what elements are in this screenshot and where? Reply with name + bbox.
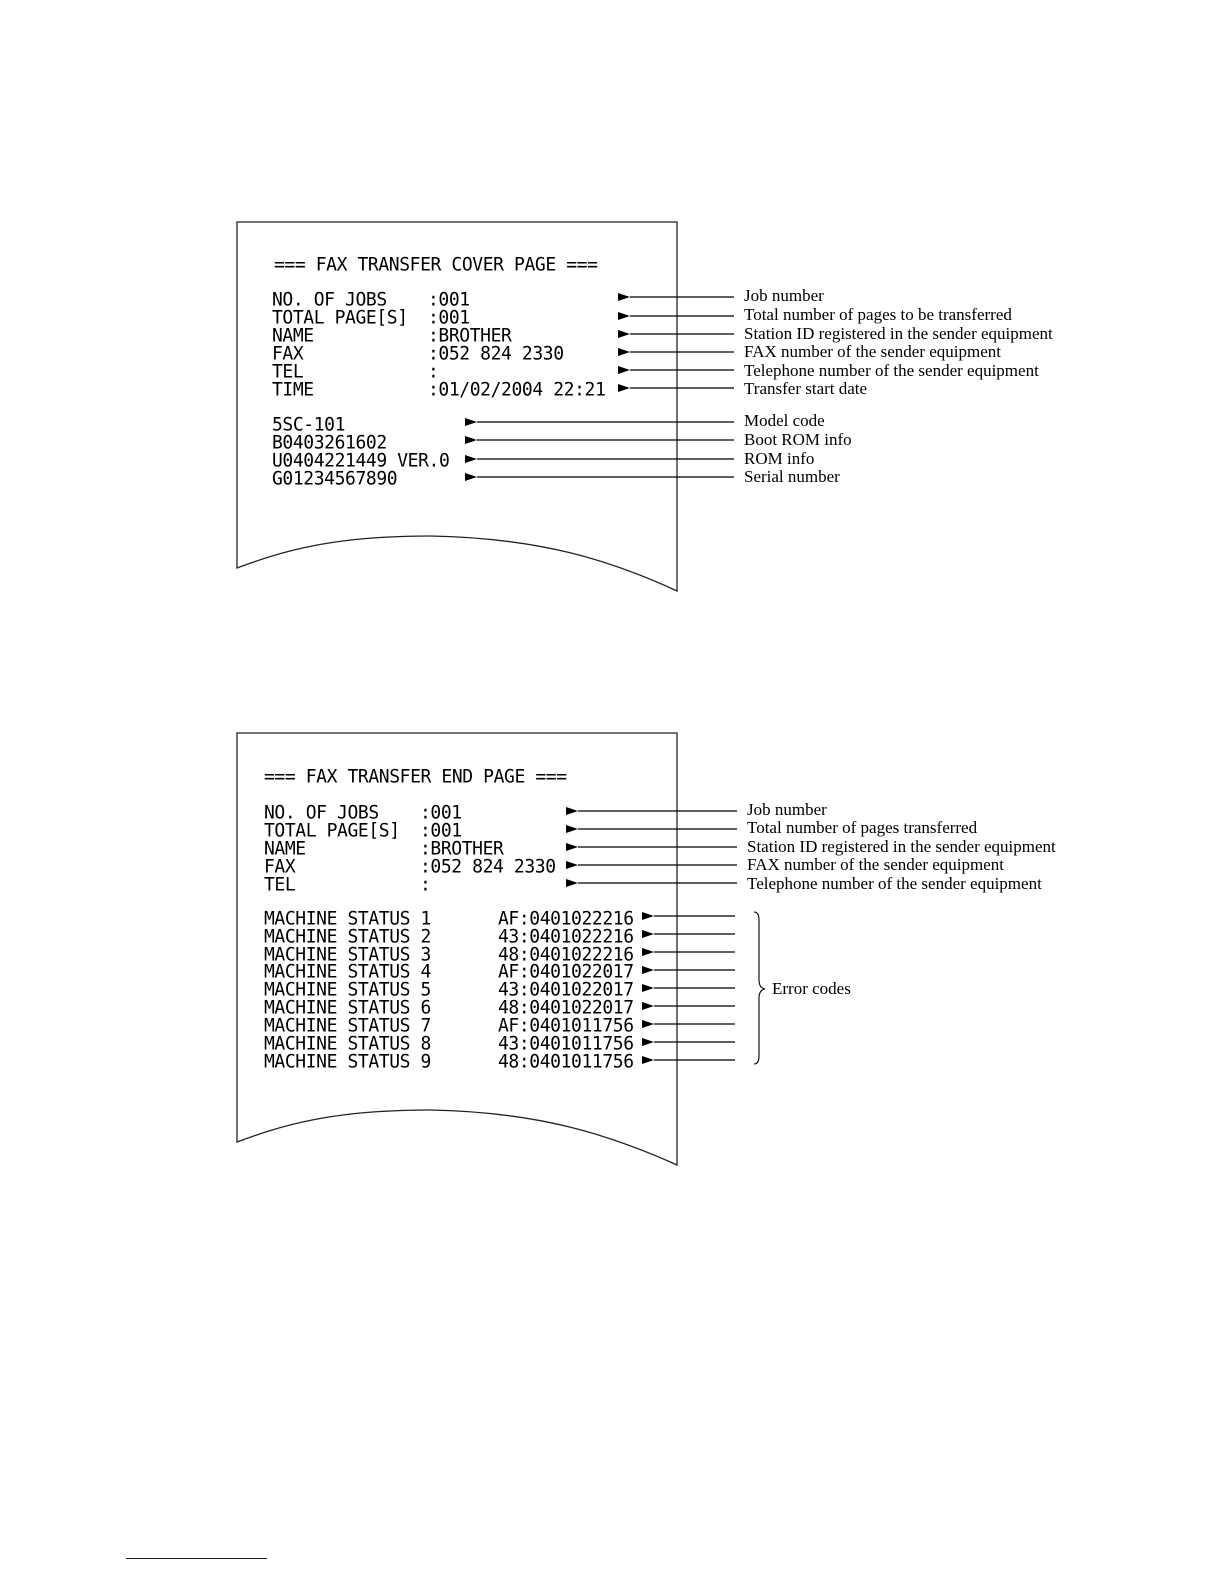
cover-boot-rom-info: B0403261602	[272, 431, 387, 454]
machine-status-code-6: 48:0401022017	[498, 996, 634, 1019]
machine-status-code-1: AF:0401022216	[498, 907, 634, 930]
cover-field-tel-key: TEL	[272, 360, 304, 383]
cover-annotation-rom: ROM info	[744, 449, 815, 468]
machine-status-code-8: 43:0401011756	[498, 1032, 634, 1055]
machine-status-label-6: MACHINE STATUS 6	[264, 996, 431, 1019]
cover-title: === FAX TRANSFER COVER PAGE ===	[274, 253, 598, 276]
end-field-tel-key: TEL	[264, 873, 296, 896]
machine-status-label-9: MACHINE STATUS 9	[264, 1050, 431, 1073]
machine-status-label-3: MACHINE STATUS 3	[264, 943, 431, 966]
cover-field-fax-key: FAX	[272, 342, 304, 365]
end-annotation-total-pages: Total number of pages transferred	[747, 818, 978, 837]
machine-status-code-3: 48:0401022216	[498, 943, 634, 966]
machine-status-label-1: MACHINE STATUS 1	[264, 907, 431, 930]
end-field-name-value: :BROTHER	[420, 837, 504, 860]
cover-field-name-key: NAME	[272, 324, 314, 347]
end-field-pages-key: TOTAL PAGE[S]	[264, 819, 400, 842]
machine-status-code-7: AF:0401011756	[498, 1014, 634, 1037]
machine-status-code-4: AF:0401022017	[498, 960, 634, 983]
end-annotation-station-id: Station ID registered in the sender equipment	[747, 837, 1056, 856]
end-annotation-job-number: Job number	[747, 800, 827, 819]
machine-status-label-5: MACHINE STATUS 5	[264, 978, 431, 1001]
end-field-tel-value: :	[420, 873, 431, 896]
machine-status-label-4: MACHINE STATUS 4	[264, 960, 431, 983]
cover-annotation-total-pages: Total number of pages to be transferred	[744, 305, 1012, 324]
cover-model-code: 5SC-101	[272, 413, 346, 436]
cover-annotation-fax-number: FAX number of the sender equipment	[744, 342, 1001, 361]
machine-status-code-9: 48:0401011756	[498, 1050, 634, 1073]
cover-field-name-value: :BROTHER	[428, 324, 512, 347]
end-field-jobs-key: NO. OF JOBS	[264, 801, 379, 824]
cover-rom-info: U0404221449 VER.0	[272, 449, 450, 472]
cover-annotation-job-number: Job number	[744, 286, 824, 305]
cover-annotation-start-date: Transfer start date	[744, 379, 868, 398]
cover-field-tel-value: :	[428, 360, 439, 383]
footnote-separator	[126, 1558, 267, 1559]
end-field-name-key: NAME	[264, 837, 306, 860]
end-field-jobs-value: :001	[420, 801, 462, 824]
machine-status-code-5: 43:0401022017	[498, 978, 634, 1001]
cover-field-jobs-value: :001	[428, 288, 470, 311]
end-title: === FAX TRANSFER END PAGE ===	[264, 765, 567, 788]
end-annotation-telephone: Telephone number of the sender equipment	[747, 874, 1042, 893]
end-field-fax-value: :052 824 2330	[420, 855, 556, 878]
cover-annotation-telephone: Telephone number of the sender equipment	[744, 361, 1039, 380]
cover-field-pages-value: :001	[428, 306, 470, 329]
cover-annotation-serial: Serial number	[744, 467, 840, 486]
machine-status-label-8: MACHINE STATUS 8	[264, 1032, 431, 1055]
cover-annotation-station-id: Station ID registered in the sender equipment	[744, 324, 1053, 343]
end-annotation-fax-number: FAX number of the sender equipment	[747, 855, 1004, 874]
cover-field-pages-key: TOTAL PAGE[S]	[272, 306, 408, 329]
cover-field-jobs-key: NO. OF JOBS	[272, 288, 387, 311]
cover-annotation-boot-rom: Boot ROM info	[744, 430, 852, 449]
cover-serial-number: G01234567890	[272, 467, 398, 490]
machine-status-label-7: MACHINE STATUS 7	[264, 1014, 431, 1037]
end-field-pages-value: :001	[420, 819, 462, 842]
end-field-fax-key: FAX	[264, 855, 296, 878]
cover-field-time-value: :01/02/2004 22:21	[428, 378, 606, 401]
machine-status-code-2: 43:0401022216	[498, 925, 634, 948]
end-annotation-error-codes: Error codes	[772, 979, 851, 998]
cover-field-fax-value: :052 824 2330	[428, 342, 564, 365]
cover-annotation-model-code: Model code	[744, 411, 825, 430]
machine-status-label-2: MACHINE STATUS 2	[264, 925, 431, 948]
cover-field-time-key: TIME	[272, 378, 314, 401]
